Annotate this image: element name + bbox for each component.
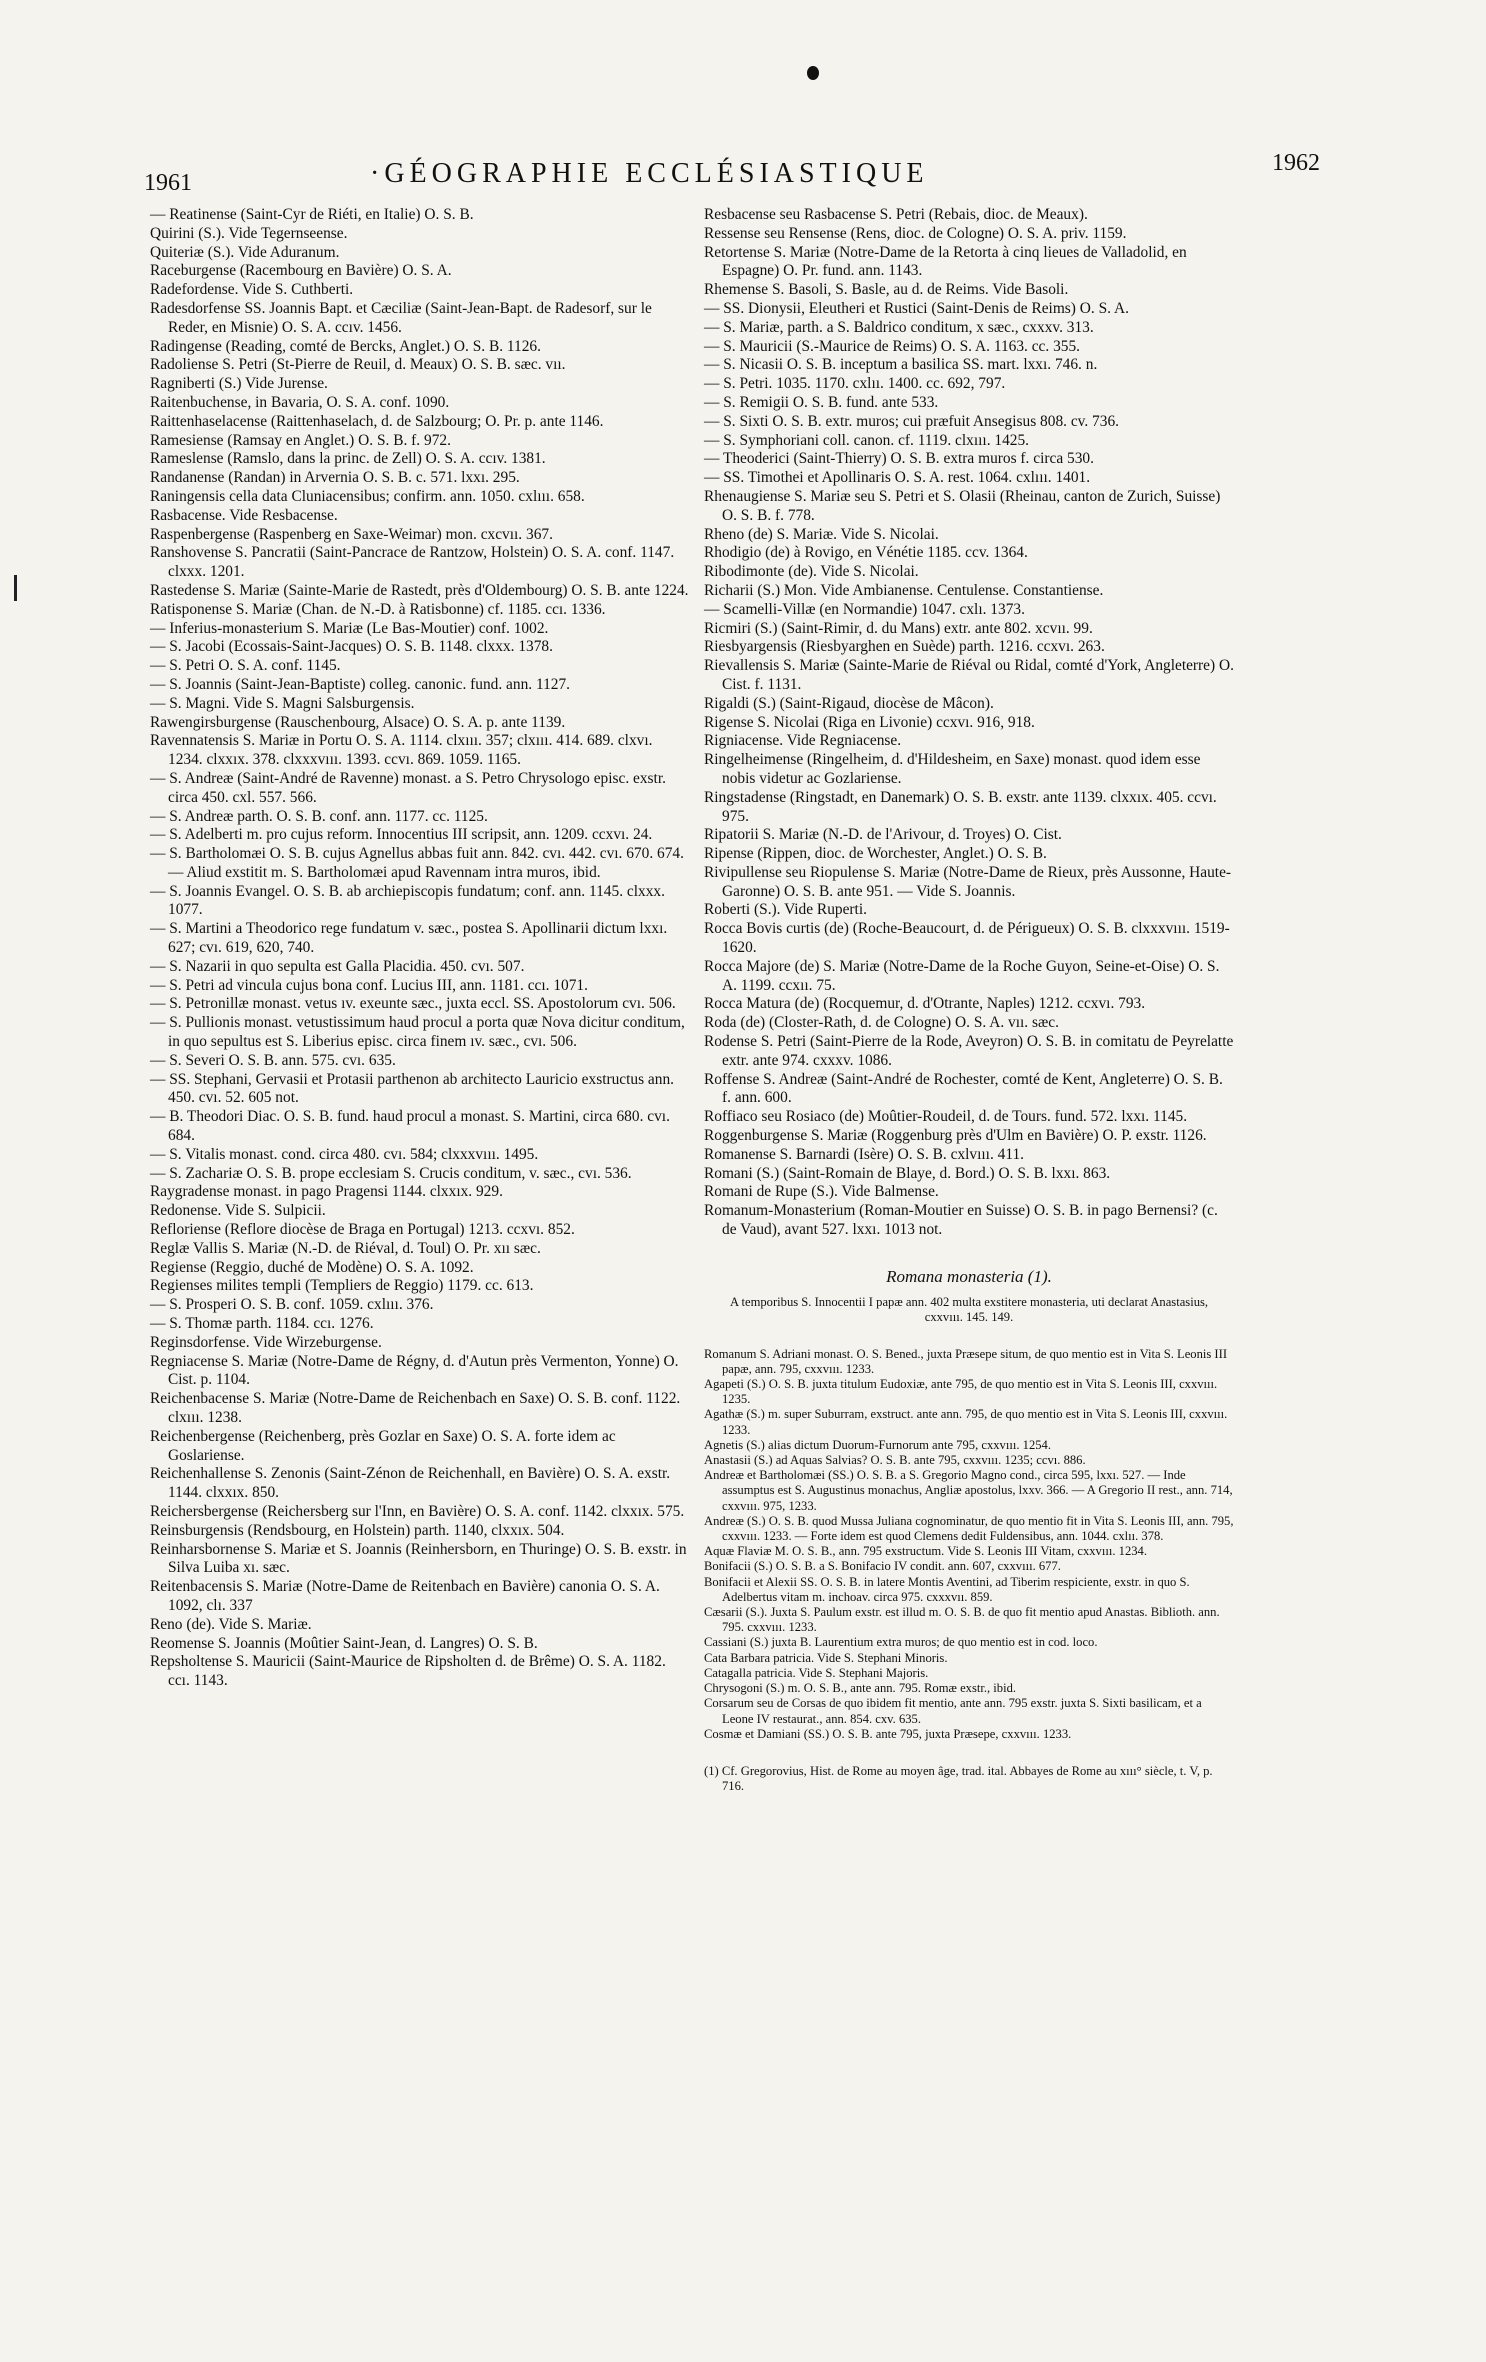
index-entry: — B. Theodori Diac. O. S. B. fund. haud procul a monast. S. Martini, circa 680. cvı. 684. (150, 1108, 670, 1145)
index-entry: Rameslense (Ramslo, dans la princ. de Zell) O. S. A. ccıv. 1381. (150, 450, 546, 468)
index-entry: Regniacense S. Mariæ (Notre-Dame de Régny, d. d'Autun près Vermenton, Yonne) O. Cist. p. 1104. (150, 1352, 679, 1389)
index-entry: Reitenbacensis S. Mariæ (Notre-Dame de Reitenbach en Bavière) canonia O. S. A. 1092, clı. 337 (150, 1578, 660, 1614)
index-entry: — S. Symphoriani coll. canon. cf. 1119. clxııı. 1425. (704, 431, 1030, 449)
monastery-entry: Corsarum seu de Corsas de quo ibidem fit mentio, ante ann. 795 exstr. juxta S. Sixti basilicam, et a Leone IV restaurat., ann. 854. cxv. 635. (704, 1696, 1202, 1726)
index-entry: Romani de Rupe (S.). Vide Balmense. (704, 1183, 939, 1201)
index-entry: Reinsburgensis (Rendsbourg, en Holstein) parth. 1140, clxxıx. 504. (150, 1521, 565, 1539)
index-entry: Retortense S. Mariæ (Notre-Dame de la Retorta à cinq lieues de Valladolid, en Espagne) O. Pr. fund. ann. 1143. (704, 243, 1187, 280)
index-entry: Resbacense seu Rasbacense S. Petri (Rebais, dioc. de Meaux). (704, 206, 1088, 223)
section-intro: A temporibus S. Innocentii I papæ ann. 402 multa exstitere monasteria, uti declarat Anastasius, cxxvııı. 145. 149. (729, 1294, 1209, 1324)
index-entry: Riesbyargensis (Riesbyarghen en Suède) parth. 1216. ccxvı. 263. (704, 638, 1105, 656)
index-entry: Rigniacense. Vide Regniacense. (704, 732, 902, 750)
index-entry: — S. Andreæ parth. O. S. B. conf. ann. 1177. cc. 1125. (150, 807, 488, 825)
index-entry: — Scamelli-Villæ (en Normandie) 1047. cxlı. 1373. (704, 600, 1025, 618)
index-entry: Romani (S.) (Saint-Romain de Blaye, d. Bord.) O. S. B. lxxı. 863. (704, 1164, 1111, 1182)
index-entry: — S. Vitalis monast. cond. circa 480. cvı. 584; clxxxvııı. 1495. (150, 1145, 539, 1163)
index-entry: Rawengirsburgense (Rauschenbourg, Alsace) O. S. A. p. ante 1139. (150, 713, 566, 731)
index-entry: Roda (de) (Closter-Rath, d. de Cologne) O. S. A. vıı. sæc. (704, 1014, 1059, 1032)
page-header (140, 150, 1320, 195)
index-entry: — S. Sixti O. S. B. extr. muros; cui præfuit Ansegisus 808. cv. 736. (704, 412, 1119, 430)
index-entry: — S. Mariæ, parth. a S. Baldrico conditum, x sæc., cxxxv. 313. (704, 318, 1094, 336)
index-entry: Reinharsbornense S. Mariæ et S. Joannis (Reinhersborn, en Thuringe) O. S. B. exstr. in Silva Luiba xı. sæc. (150, 1540, 687, 1577)
index-entry: Rhemense S. Basoli, S. Basle, au d. de Reims. Vide Basoli. (704, 281, 1069, 299)
index-entry: — S. Nicasii O. S. B. inceptum a basilica SS. mart. lxxı. 746. n. (704, 356, 1098, 374)
index-entry: Ricmiri (S.) (Saint-Rimir, d. du Mans) extr. ante 802. xcvıı. 99. (704, 619, 1093, 637)
margin-mark-decoration (14, 575, 17, 601)
index-entry: — SS. Stephani, Gervasii et Protasii parthenon ab architecto Lauricio exstructus ann. 450. cvı. 52. 605 not. (150, 1070, 675, 1107)
index-entry: Radoliense S. Petri (St-Pierre de Reuil, d. Meaux) O. S. B. sæc. vıı. (150, 356, 566, 374)
index-entry: Roffense S. Andreæ (Saint-André de Rochester, comté de Kent, Angleterre) O. S. B. f. ann. 600. (704, 1070, 1223, 1107)
index-entry: Raceburgense (Racembourg en Bavière) O. S. A. (150, 262, 452, 280)
index-entry: — S. Pullionis monast. vetustissimum haud procul a porta quæ Nova dicitur conditum, in quo sepultus est S. Liberius episc. circa finem ıv. sæc., cvı. 506. (150, 1014, 685, 1051)
index-entry: Rocca Majore (de) S. Mariæ (Notre-Dame de la Roche Guyon, Seine-et-Oise) O. S. A. 1199. ccxıı. 75. (704, 957, 1220, 994)
index-entry: Reno (de). Vide S. Mariæ. (150, 1615, 312, 1633)
index-entry: Romanum-Monasterium (Roman-Moutier en Suisse) O. S. B. in pago Bernensi? (c. de Vaud), avant 527. lxxı. 1013 not. (704, 1202, 1218, 1239)
monastery-entry: Cassiani (S.) juxta B. Laurentium extra muros; de quo mentio est in cod. loco. (704, 1635, 1098, 1650)
index-entry: Rocca Matura (de) (Rocquemur, d. d'Otrante, Naples) 1212. ccxvı. 793. (704, 995, 1146, 1013)
footnote: (1) Cf. Gregorovius, Hist. de Rome au moyen âge, trad. ital. Abbayes de Rome au xııı° siècle, t. V, p. 716. (704, 1763, 1213, 1793)
index-entry: — S. Petri. 1035. 1170. cxlıı. 1400. cc. 692, 797. (704, 375, 1006, 393)
index-entry: — S. Joannis (Saint-Jean-Baptiste) colleg. canonic. fund. ann. 1127. (150, 675, 571, 693)
index-entry: — S. Prosperi O. S. B. conf. 1059. cxlııı. 376. (150, 1296, 434, 1314)
index-entry: Rheno (de) S. Mariæ. Vide S. Nicolai. (704, 525, 939, 543)
index-entry: Rhodigio (de) à Rovigo, en Vénétie 1185. ccv. 1364. (704, 544, 1028, 562)
index-entry: Rocca Bovis curtis (de) (Roche-Beaucourt, d. de Périgueux) O. S. B. clxxxvııı. 1519-1620. (704, 920, 1230, 957)
index-entry: Ramesiense (Ramsay en Anglet.) O. S. B. f. 972. (150, 431, 451, 449)
index-entry: Raningensis cella data Cluniacensibus; confirm. ann. 1050. cxlııı. 658. (150, 487, 585, 505)
index-entry: Ringelheimense (Ringelheim, d. d'Hildesheim, en Saxe) monast. quod idem esse nobis videtur ac Gozlariense. (704, 751, 1201, 787)
index-entry: — S. Thomæ parth. 1184. ccı. 1276. (150, 1315, 374, 1333)
index-entry: — S. Severi O. S. B. ann. 575. cvı. 635. (150, 1051, 396, 1069)
index-entry: Ravennatensis S. Mariæ in Portu O. S. A. 1114. clxııı. 357; clxııı. 414. 689. clxvı. 1234. clxxıx. 378. clxxxvııı. 1393. ccvı. 869. 1059. 1165. (150, 732, 653, 769)
index-entry: Rastedense S. Mariæ (Sainte-Marie de Rastedt, près d'Oldembourg) O. S. B. ante 1224. (150, 581, 689, 599)
index-entry: — SS. Dionysii, Eleutheri et Rustici (Saint-Denis de Reims) O. S. A. (704, 299, 1129, 317)
index-entry: Rigaldi (S.) (Saint-Rigaud, diocèse de Mâcon). (704, 694, 994, 712)
index-entry: — S. Remigii O. S. B. fund. ante 533. (704, 393, 939, 411)
index-entry: Ranshovense S. Pancratii (Saint-Pancrace de Rantzow, Holstein) O. S. A. conf. 1147. clxxx. 1201. (150, 544, 675, 581)
index-entry: Raspenbergense (Raspenberg en Saxe-Weimar) mon. cxcvıı. 367. (150, 525, 553, 543)
index-entry: — Reatinense (Saint-Cyr de Riéti, en Italie) O. S. B. (150, 206, 474, 223)
index-entry: — S. Mauricii (S.-Maurice de Reims) O. S. A. 1163. cc. 355. (704, 337, 1081, 355)
monastery-entry: Cosmæ et Damiani (SS.) O. S. B. ante 795, juxta Præsepe, cxxvııı. 1233. (704, 1726, 1072, 1741)
index-entry: — S. Andreæ (Saint-André de Ravenne) monast. a S. Petro Chrysologo episc. exstr. circa 450. cxl. 557. 566. (150, 769, 666, 806)
monastery-entry: Romanum S. Adriani monast. O. S. Bened., juxta Præsepe situm, de quo mentio est in Vita S. Leonis III papæ, ann. 795, cxxvııı. 1233. (704, 1346, 1228, 1376)
index-entry: — SS. Timothei et Apollinaris O. S. A. rest. 1064. cxlııı. 1401. (704, 469, 1091, 487)
index-entry: Quiteriæ (S.). Vide Aduranum. (150, 243, 340, 261)
ink-dot-decoration (807, 66, 819, 80)
monastery-entry: Anastasii (S.) ad Aquas Salvias? O. S. B. ante 795, cxxvııı. 1235; ccvı. 886. (704, 1453, 1086, 1468)
index-entry: — S. Petronillæ monast. vetus ıv. exeunte sæc., juxta eccl. SS. Apostolorum cvı. 506. (150, 995, 676, 1013)
index-entry: Ressense seu Rensense (Rens, dioc. de Cologne) O. S. A. priv. 1159. (704, 224, 1127, 242)
index-entry: Rodense S. Petri (Saint-Pierre de la Rode, Aveyron) O. S. B. in comitatu de Peyrelatte extr. ante 974. cxxxv. 1086. (704, 1033, 1234, 1069)
index-entry: Rievallensis S. Mariæ (Sainte-Marie de Riéval ou Ridal, comté d'York, Angleterre) O. Cist. f. 1131. (704, 657, 1234, 693)
index-entry: — S. Zachariæ O. S. B. prope ecclesiam S. Crucis conditum, v. sæc., cvı. 536. (150, 1164, 632, 1182)
index-entry: Reichenbacense S. Mariæ (Notre-Dame de Reichenbach en Saxe) O. S. B. conf. 1122. clxııı. 1238. (150, 1390, 681, 1426)
section-title: Romana monasteria (1). (886, 1266, 1052, 1286)
index-entry: — S. Bartholomæi O. S. B. cujus Agnellus abbas fuit ann. 842. cvı. 442. cvı. 670. 674. — Aliud exstitit m. S. Bartholomæi apud Ravennam intra muros, ibid. (150, 845, 684, 881)
monastery-entry: Catagalla patricia. Vide S. Stephani Majoris. (704, 1665, 929, 1680)
index-entry: Randanense (Randan) in Arvernia O. S. B. c. 571. lxxı. 295. (150, 469, 520, 487)
index-entry: Roffiaco seu Rosiaco (de) Moûtier-Roudeil, d. de Tours. fund. 572. lxxı. 1145. (704, 1108, 1188, 1126)
index-entry: Reglæ Vallis S. Mariæ (N.-D. de Riéval, d. Toul) O. Pr. xıı sæc. (150, 1239, 541, 1257)
index-entry: Rivipullense seu Riopulense S. Mariæ (Notre-Dame de Rieux, près Aussonne, Haute-Garonne) O. S. B. ante 951. — Vide S. Joannis. (704, 863, 1232, 900)
right-column (704, 206, 1234, 1794)
index-entry: Ragniberti (S.) Vide Jurense. (150, 375, 328, 393)
index-entry: Quirini (S.). Vide Tegernseense. (150, 224, 348, 242)
page-number-right: 1962 (1272, 150, 1320, 176)
index-entry: Richarii (S.) Mon. Vide Ambianense. Centulense. Constantiense. (704, 581, 1104, 599)
index-entry: Rigense S. Nicolai (Riga en Livonie) ccxvı. 916, 918. (704, 713, 1035, 731)
monastery-entry: Agathæ (S.) m. super Suburram, exstruct. ante ann. 795, de quo mentio est in Vita S. Leonis III, cxxvııı. 1233. (704, 1407, 1228, 1437)
monastery-entry: Andreæ (S.) O. S. B. quod Mussa Juliana cognominatur, de quo mentio fit in Vita S. Leonis III, ann. 795, cxxvııı. 1233. — Forte idem est quod Clemens dedit Fuldensibus, ann. 1044. cxlıı. 378. (704, 1513, 1234, 1544)
monastery-entry: Cata Barbara patricia. Vide S. Stephani Minoris. (704, 1650, 948, 1665)
index-entry: Raygradense monast. in pago Pragensi 1144. clxxıx. 929. (150, 1183, 503, 1201)
monastery-entry: Agnetis (S.) alias dictum Duorum-Furnorum ante 795, cxxvııı. 1254. (704, 1437, 1051, 1452)
monastery-entry: Andreæ et Bartholomæi (SS.) O. S. B. a S. Gregorio Magno cond., circa 595, lxxı. 527. — Inde assumptus est S. Augustinus monachus, Angliæ apostolus, lxxv. 366. — A Gregorio II rest., ann. 714, cxxvııı. 975, 1233. (704, 1468, 1233, 1513)
index-entry: Reichenbergense (Reichenberg, près Gozlar en Saxe) O. S. A. forte idem ac Goslariense. (150, 1427, 616, 1464)
monastery-entry: Aquæ Flaviæ M. O. S. B., ann. 795 exstructum. Vide S. Leonis III Vitam, cxxvııı. 1234. (704, 1544, 1147, 1559)
index-entry: — S. Petri O. S. A. conf. 1145. (150, 657, 341, 675)
index-entry: Regienses milites templi (Templiers de Reggio) 1179. cc. 613. (150, 1277, 534, 1295)
index-entry: Rasbacense. Vide Resbacense. (150, 506, 338, 524)
index-entry: Repsholtense S. Mauricii (Saint-Maurice de Ripsholten d. de Brême) O. S. A. 1182. ccı. 1143. (150, 1653, 666, 1690)
index-entry: Redonense. Vide S. Sulpicii. (150, 1202, 326, 1220)
index-entry: Ripatorii S. Mariæ (N.-D. de l'Arivour, d. Troyes) O. Cist. (704, 826, 1062, 844)
index-entry: — Inferius-monasterium S. Mariæ (Le Bas-Moutier) conf. 1002. (150, 619, 549, 637)
section-entries (704, 1347, 1234, 1742)
left-column (150, 206, 690, 1691)
index-entry: Ripense (Rippen, dioc. de Worchester, Anglet.) O. S. B. (704, 845, 1047, 863)
index-entry: Romanense S. Barnardi (Isère) O. S. B. cxlvııı. 411. (704, 1145, 1025, 1163)
index-entry: Regiense (Reggio, duché de Modène) O. S. A. 1092. (150, 1258, 474, 1276)
index-entry: — S. Joannis Evangel. O. S. B. ab archiepiscopis fundatum; conf. ann. 1145. clxxx. 1077. (150, 882, 665, 919)
index-entry: Reichenhallense S. Zenonis (Saint-Zénon de Reichenhall, en Bavière) O. S. A. exstr. 1144. clxxıx. 850. (150, 1465, 671, 1502)
index-entry: Radesdorfense SS. Joannis Bapt. et Cæciliæ (Saint-Jean-Bapt. de Radesorf, sur le Reder, en Misnie) O. S. A. ccıv. 1456. (150, 299, 652, 336)
index-entry: Roberti (S.). Vide Ruperti. (704, 901, 867, 919)
page-number-left: 1961 (144, 170, 192, 196)
index-entry: Ringstadense (Ringstadt, en Danemark) O. S. B. exstr. ante 1139. clxxıx. 405. ccvı. 975. (704, 788, 1217, 825)
index-entry: Raittenhaselacense (Raittenhaselach, d. de Salzbourg; O. Pr. p. ante 1146. (150, 412, 604, 430)
index-entry: Roggenburgense S. Mariæ (Roggenburg près d'Ulm en Bavière) O. P. exstr. 1126. (704, 1127, 1207, 1145)
index-entry: Rhenaugiense S. Mariæ seu S. Petri et S. Olasii (Rheinau, canton de Zurich, Suisse) O. S. B. f. 778. (704, 487, 1221, 524)
index-entry: Reomense S. Joannis (Moûtier Saint-Jean, d. Langres) O. S. B. (150, 1634, 538, 1652)
index-entry: Radefordense. Vide S. Cuthberti. (150, 281, 354, 299)
index-entry: Ribodimonte (de). Vide S. Nicolai. (704, 563, 919, 581)
index-entry: Reichersbergense (Reichersberg sur l'Inn, en Bavière) O. S. A. conf. 1142. clxxıx. 575. (150, 1502, 685, 1520)
index-entry: Raitenbuchense, in Bavaria, O. S. A. conf. 1090. (150, 393, 450, 411)
monastery-entry: Chrysogoni (S.) m. O. S. B., ante ann. 795. Romæ exstr., ibid. (704, 1681, 1017, 1696)
index-entry: — Theoderici (Saint-Thierry) O. S. B. extra muros f. circa 530. (704, 450, 1094, 468)
index-entry: Refloriense (Reflore diocèse de Braga en Portugal) 1213. ccxvı. 852. (150, 1221, 575, 1239)
index-entry: — S. Nazarii in quo sepulta est Galla Placidia. 450. cvı. 507. (150, 957, 525, 975)
index-entry: Radingense (Reading, comté de Bercks, Anglet.) O. S. B. 1126. (150, 337, 541, 355)
monastery-entry: Agapeti (S.) O. S. B. juxta titulum Eudoxiæ, ante 795, de quo mentio est in Vita S. Leonis III, cxxvııı. 1235. (704, 1377, 1218, 1407)
running-title: ·GÉOGRAPHIE ECCLÉSIASTIQUE (370, 158, 929, 189)
monastery-entry: Cæsarii (S.). Juxta S. Paulum exstr. est illud m. O. S. B. de quo fit mentio apud Anastas. Biblioth. ann. 795. cxxvııı. 1233. (704, 1605, 1220, 1635)
index-entry: Reginsdorfense. Vide Wirzeburgense. (150, 1333, 382, 1351)
index-entry: — S. Petri ad vincula cujus bona conf. Lucius III, ann. 1181. ccı. 1071. (150, 976, 588, 994)
monastery-entry: Bonifacii (S.) O. S. B. a S. Bonifacio IV condit. ann. 607, cxxvııı. 677. (704, 1559, 1061, 1574)
right-column-entries (704, 206, 1234, 1240)
index-entry: — S. Jacobi (Ecossais-Saint-Jacques) O. S. B. 1148. clxxx. 1378. (150, 638, 553, 656)
index-entry: — S. Martini a Theodorico rege fundatum v. sæc., postea S. Apollinarii dictum lxxı. 627; cvı. 619, 620, 740. (150, 920, 668, 957)
index-entry: Ratisponense S. Mariæ (Chan. de N.-D. à Ratisbonne) cf. 1185. ccı. 1336. (150, 600, 606, 618)
monastery-entry: Bonifacii et Alexii SS. O. S. B. in latere Montis Aventini, ad Tiberim respiciente, exstr. in quo S. Adelbertus vitam m. inchoav. circa 975. cxxxvıı. 859. (704, 1574, 1190, 1604)
index-entry: — S. Adelberti m. pro cujus reform. Innocentius III scripsit, ann. 1209. ccxvı. 24. (150, 826, 653, 844)
index-entry: — S. Magni. Vide S. Magni Salsburgensis. (150, 694, 415, 712)
